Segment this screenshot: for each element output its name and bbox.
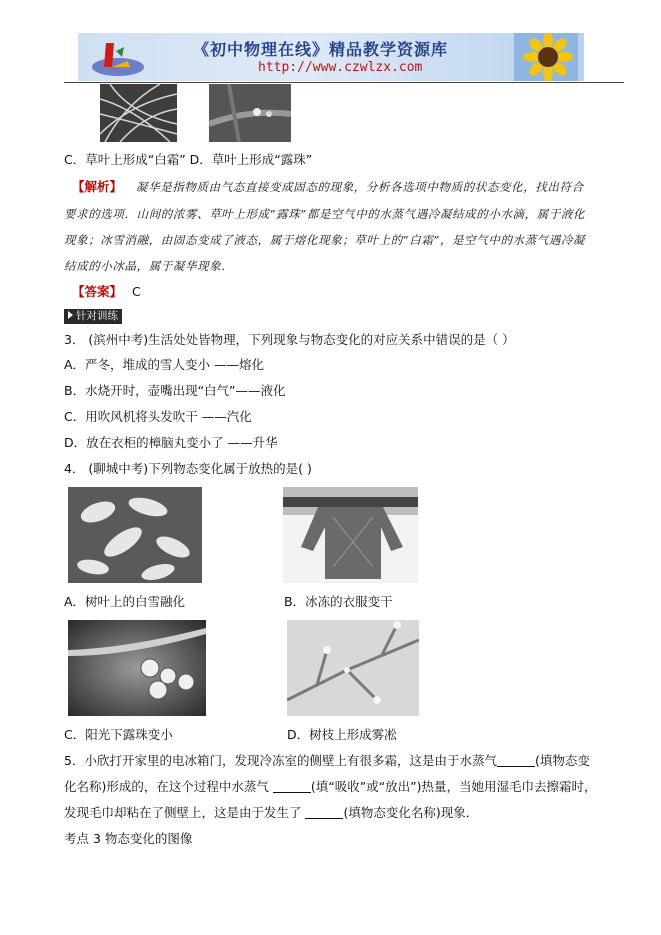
analysis-line-3: 现象；冰雪消融，由固态变成了液态，属于熔化现象；草叶上的“白霜”，是空气中的水蒸气遇冷凝	[64, 233, 586, 247]
q5-line-2: 化名称)形成的，在这个过程中水蒸气 (填“吸收”或“放出”)热量，当她用湿毛巾去擦霜时，	[64, 779, 597, 794]
grass-frost-photo	[100, 84, 177, 142]
sunflower-icon	[514, 33, 578, 81]
q5-line-1: 5．小欣打开家里的电冰箱门，发现冷冻室的侧壁上有很多霜，这是由于水蒸气 (填物态变	[64, 753, 590, 768]
header-banner	[78, 33, 584, 81]
answer-value: C	[132, 284, 141, 299]
rime-branches-photo	[287, 620, 419, 716]
q5-blank-1[interactable]	[497, 754, 535, 767]
analysis-tag: 【解析】	[72, 179, 123, 194]
banner-title: 《初中物理在线》精品教学资源库	[193, 40, 449, 59]
q4-stem: 4． (聊城中考)下列物态变化属于放热的是( )	[64, 461, 312, 476]
dew-drops-photo	[68, 620, 206, 716]
q5-blank-2[interactable]	[273, 780, 311, 793]
q3-stem: 3． (滨州中考)生活处处皆物理，下列现象与物态变化的对应关系中错误的是（ ）	[64, 332, 515, 347]
q3-option-c: C．用吹风机将头发吹干 ——汽化	[64, 409, 252, 424]
q4-option-d: D．树枝上形成雾凇	[287, 727, 397, 742]
analysis-line-1: 【解析】 凝华是指物质由气态直接变成固态的现象，分析各选项中物质的状态变化，找出符合	[72, 179, 584, 194]
q3-option-b: B．水烧开时，壶嘴出现“白气”——液化	[64, 383, 286, 398]
q5-line-3: 发现毛巾却粘在了侧壁上，这是由于发生了 (填物态变化名称)现象．	[64, 805, 479, 820]
practice-badge: 针对训练	[64, 309, 122, 324]
header-rule	[64, 82, 624, 83]
answer-line	[72, 283, 141, 301]
q4-option-a: A．树叶上的白雪融化	[64, 594, 186, 609]
logo-icon	[88, 37, 148, 79]
analysis-line-4: 结成的小冰晶，属于凝华现象．	[64, 259, 234, 273]
analysis-line-2: 要求的选项．山间的浓雾、草叶上形成“露珠”都是空气中的水蒸气遇冷凝结成的小水滴，属于液化	[64, 207, 586, 221]
q2-options-cd: C．草叶上形成“白霜” D．草叶上形成“露珠”	[64, 152, 313, 167]
grass-dew-photo	[209, 84, 291, 142]
section-heading: 考点 3 物态变化的图像	[64, 831, 193, 846]
q3-option-a: A．严冬，堆成的雪人变小 ——熔化	[64, 357, 265, 372]
q3-option-d: D．放在衣柜的樟脑丸变小了 ——升华	[64, 435, 278, 450]
snow-leaves-photo	[68, 487, 202, 583]
q4-option-c: C．阳光下露珠变小	[64, 727, 173, 742]
answer-tag: 【答案】	[72, 284, 123, 299]
q5-blank-3[interactable]	[305, 806, 343, 819]
banner-url[interactable]: http://www.czwlzx.com	[258, 60, 423, 75]
frozen-clothes-photo	[283, 487, 418, 583]
q4-option-b: B．冰冻的衣服变干	[284, 594, 393, 609]
